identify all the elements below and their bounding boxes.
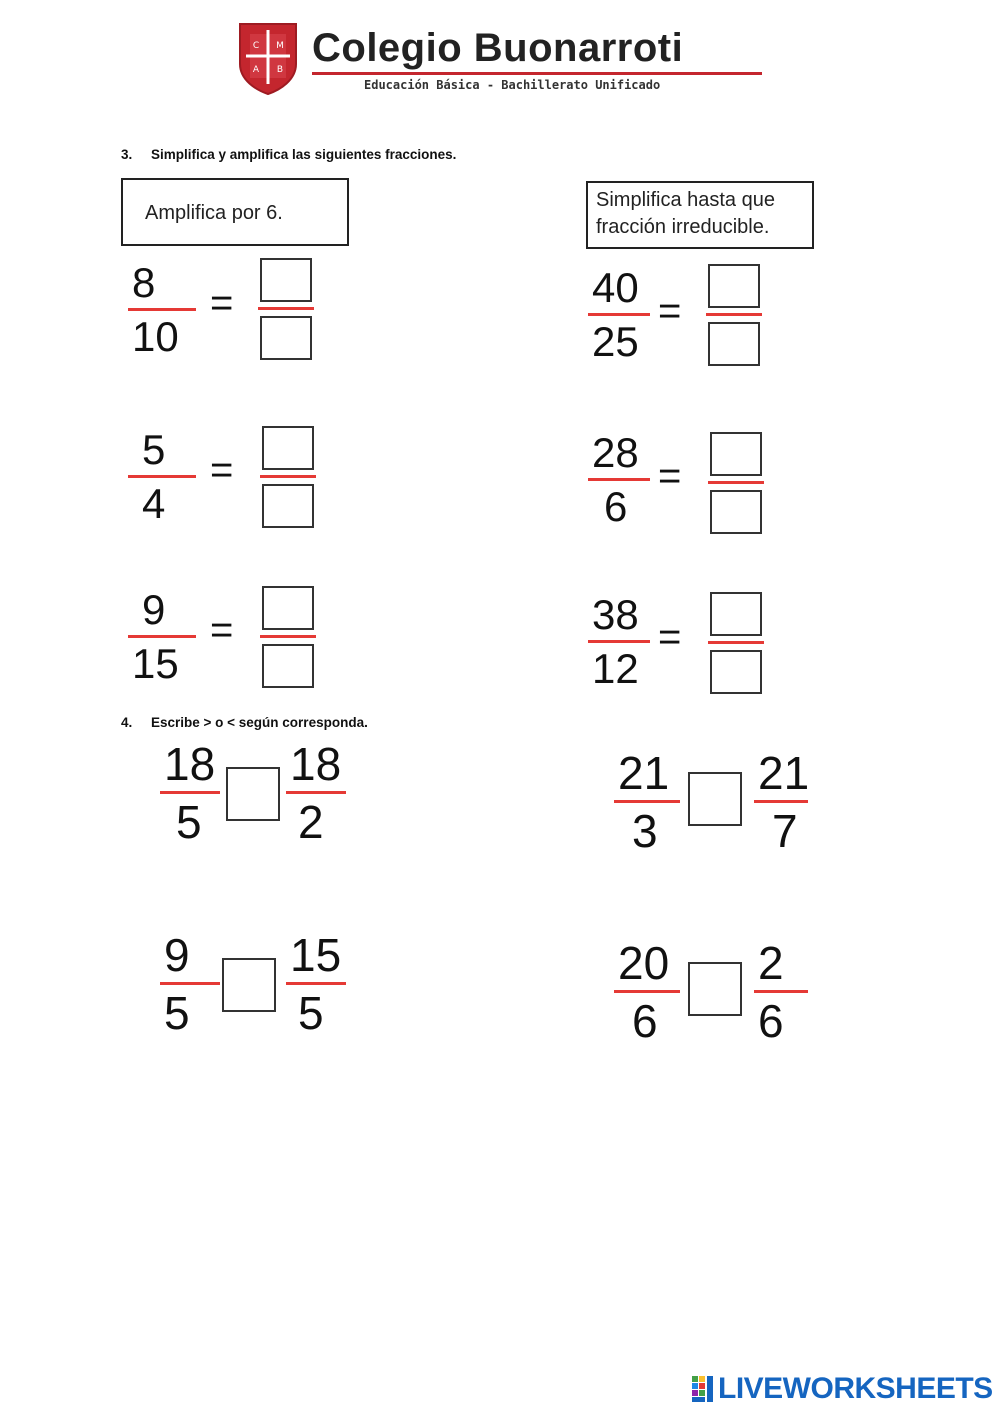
amplify-instruction-text: Amplifica por 6. (145, 202, 283, 224)
equals-sign: = (210, 448, 234, 492)
compare-fraction-left (618, 935, 698, 1045)
liveworksheets-wordmark: LIVEWORKSHEETS (718, 1372, 993, 1405)
fraction-bar (754, 800, 808, 803)
fraction-bar (286, 791, 346, 794)
answer-numerator-box[interactable] (710, 592, 762, 636)
compare-fraction-right (758, 745, 838, 855)
fraction-denominator: 4 (142, 480, 166, 527)
fraction-bar (614, 990, 680, 993)
comparison-answer-box[interactable] (688, 962, 742, 1016)
fraction-numerator: 18 (164, 738, 216, 790)
comparison-answer-box[interactable] (222, 958, 276, 1012)
fraction-numerator: 5 (142, 426, 166, 473)
fraction-numerator: 28 (592, 429, 639, 476)
answer-denominator-box[interactable] (708, 322, 760, 366)
fraction-numerator: 9 (142, 586, 166, 633)
fraction-bar (128, 635, 196, 638)
equals-sign: = (658, 615, 682, 659)
answer-fraction-bar (258, 307, 314, 310)
simplify-instruction-line-2: fracción irreducible. (596, 216, 770, 238)
fraction-bar (754, 990, 808, 993)
fraction-bar (588, 313, 650, 316)
fraction-numerator: 9 (164, 929, 190, 981)
compare-fraction-right (290, 927, 370, 1037)
answer-fraction-bar (708, 641, 764, 644)
answer-fraction-bar (706, 313, 762, 316)
fraction-denominator: 15 (132, 640, 179, 687)
school-subtitle: Educación Básica - Bachillerato Unificado (364, 78, 661, 92)
question-3-heading (121, 147, 456, 162)
compare-fraction-right (758, 935, 838, 1045)
fraction-bar (286, 982, 346, 985)
equals-sign: = (210, 281, 234, 325)
fraction-denominator: 5 (298, 987, 324, 1039)
fraction-denominator: 6 (632, 995, 658, 1047)
svg-text:B: B (276, 65, 284, 75)
fraction-bar (128, 475, 196, 478)
svg-text:C: C (252, 41, 260, 51)
answer-numerator-box[interactable] (708, 264, 760, 308)
compare-fraction-right (290, 736, 370, 846)
question-4-number: 4. (121, 715, 133, 730)
equals-sign: = (210, 608, 234, 652)
simplify-instruction-box (586, 181, 814, 249)
fraction-denominator: 6 (758, 995, 784, 1047)
liveworksheets-logo (692, 1374, 993, 1404)
fraction-denominator: 25 (592, 318, 639, 365)
question-3-text: Simplifica y amplifica las siguientes fracciones. (151, 147, 457, 162)
school-shield-logo (236, 20, 300, 96)
answer-fraction-bar (260, 475, 316, 478)
fraction-bar (614, 800, 680, 803)
answer-denominator-box[interactable] (710, 490, 762, 534)
answer-numerator-box[interactable] (262, 586, 314, 630)
fraction-bar (588, 478, 650, 481)
question-4-text: Escribe > o < según corresponda. (151, 715, 368, 730)
answer-denominator-box[interactable] (260, 316, 312, 360)
fraction-denominator: 6 (604, 483, 628, 530)
fraction-numerator: 21 (758, 747, 810, 799)
fraction-bar (588, 640, 650, 643)
fraction-numerator: 38 (592, 591, 639, 638)
fraction-denominator: 5 (176, 796, 202, 848)
fraction-numerator: 8 (132, 259, 156, 306)
fraction-8-10 (132, 257, 212, 367)
fraction-numerator: 20 (618, 937, 670, 989)
liveworksheets-mark-icon (692, 1376, 714, 1402)
svg-text:A: A (252, 65, 260, 75)
answer-numerator-box[interactable] (262, 426, 314, 470)
equals-sign: = (658, 454, 682, 498)
fraction-bar (160, 791, 220, 794)
fraction-numerator: 21 (618, 747, 670, 799)
fraction-numerator: 40 (592, 264, 639, 311)
answer-fraction-bar (708, 481, 764, 484)
comparison-answer-box[interactable] (688, 772, 742, 826)
question-4-heading (121, 715, 368, 730)
simplify-instruction-line-1: Simplifica hasta que (596, 189, 775, 211)
fraction-denominator: 2 (298, 796, 324, 848)
question-3-number: 3. (121, 147, 133, 162)
equals-sign: = (658, 289, 682, 333)
school-name: Colegio Buonarroti (312, 26, 684, 70)
comparison-answer-box[interactable] (226, 767, 280, 821)
fraction-denominator: 12 (592, 645, 639, 692)
fraction-denominator: 10 (132, 313, 179, 360)
answer-fraction-bar (260, 635, 316, 638)
fraction-numerator: 15 (290, 929, 342, 981)
answer-numerator-box[interactable] (710, 432, 762, 476)
amplify-instruction-box (121, 178, 349, 246)
fraction-denominator: 7 (772, 805, 798, 857)
compare-fraction-left (618, 745, 698, 855)
answer-numerator-box[interactable] (260, 258, 312, 302)
fraction-denominator: 5 (164, 987, 190, 1039)
fraction-bar (128, 308, 196, 311)
fraction-numerator: 2 (758, 937, 784, 989)
answer-denominator-box[interactable] (710, 650, 762, 694)
header-divider (312, 72, 762, 75)
svg-text:M: M (276, 41, 284, 51)
fraction-numerator: 18 (290, 738, 342, 790)
fraction-bar (160, 982, 220, 985)
answer-denominator-box[interactable] (262, 644, 314, 688)
fraction-denominator: 3 (632, 805, 658, 857)
answer-denominator-box[interactable] (262, 484, 314, 528)
